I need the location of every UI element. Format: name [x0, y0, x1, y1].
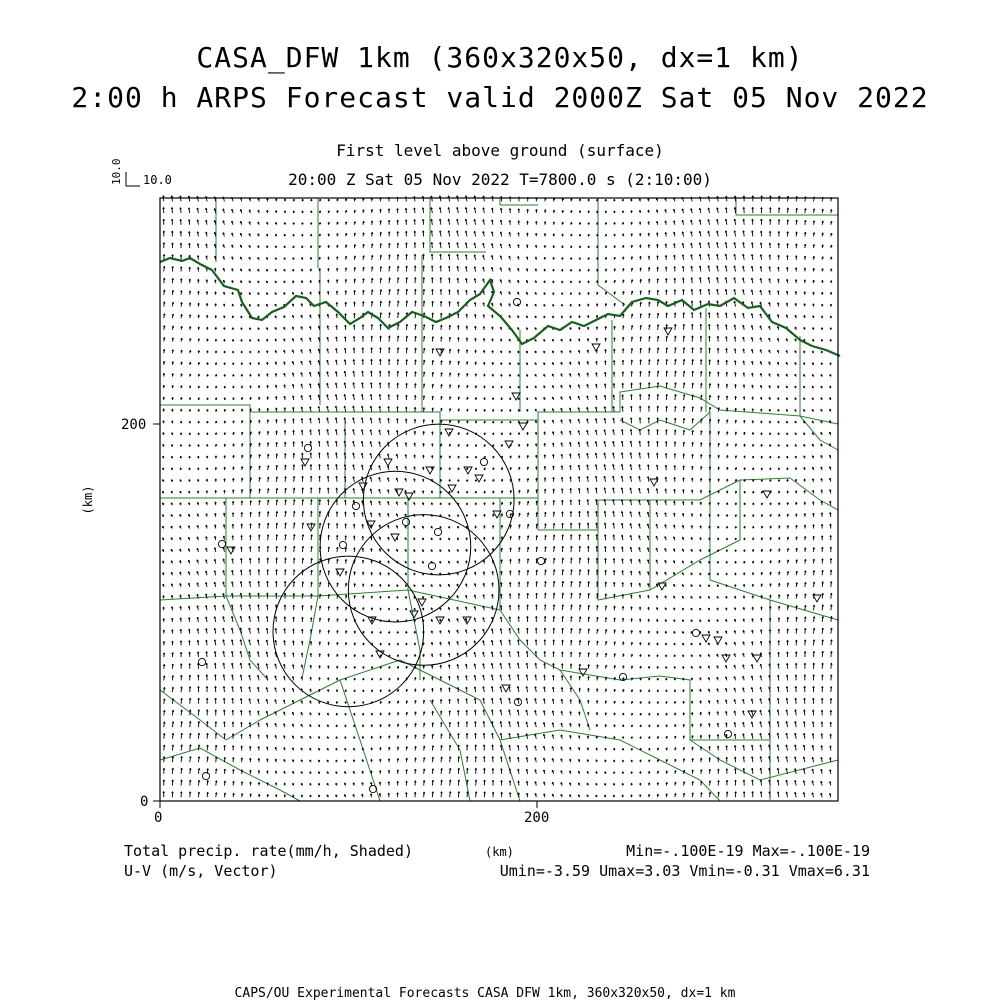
- county-line: [598, 530, 740, 600]
- vector-key-horizontal-label: 10.0: [143, 173, 172, 187]
- county-line: [400, 660, 520, 801]
- county-line: [770, 600, 838, 620]
- county-line: [340, 680, 380, 801]
- vector-key-vertical-label: 10.0: [110, 158, 123, 185]
- county-line: [800, 416, 838, 450]
- county-line: [160, 386, 838, 424]
- county-line: [560, 670, 770, 740]
- county-line: [226, 660, 400, 740]
- county-line: [598, 198, 625, 305]
- valid-time-subtitle: 20:00 Z Sat 05 Nov 2022 T=7800.0 s (2:10:00): [288, 170, 712, 189]
- forecast-title: 2:00 h ARPS Forecast valid 2000Z Sat 05 Nov 2022: [71, 81, 929, 114]
- county-line: [160, 498, 226, 600]
- county-line: [560, 670, 590, 730]
- county-line: [650, 480, 740, 500]
- level-subtitle: First level above ground (surface): [336, 141, 664, 160]
- vector-key: [110, 159, 172, 188]
- wind-vectors: [163, 196, 833, 798]
- county-line: [500, 730, 720, 801]
- plot-area: [81, 196, 840, 826]
- county-boundaries: [160, 198, 838, 801]
- county-line: [690, 740, 838, 780]
- county-line: [538, 500, 650, 590]
- map-title: CASA_DFW 1km (360x320x50, dx=1 km): [196, 41, 804, 74]
- county-line: [740, 478, 838, 540]
- county-line: [620, 412, 710, 430]
